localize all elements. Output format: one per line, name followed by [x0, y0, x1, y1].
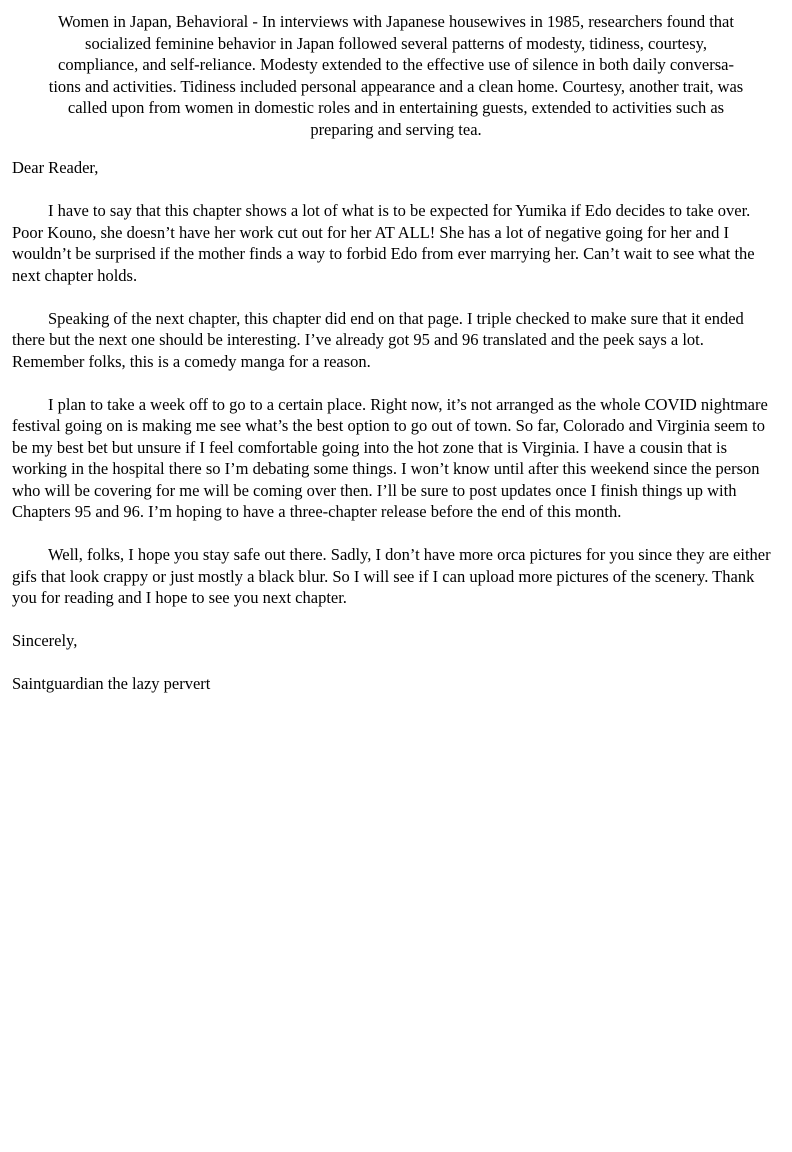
intro-line: socialized feminine behavior in Japan followed several patterns of modesty, tidiness, courtesy,: [85, 33, 707, 53]
body-paragraph-3: I plan to take a week off to go to a certain place. Right now, it’s not arranged as the whole COVID nightmare festival going on is making me see what’s the best option to go out of town. So far, Colorado and Virginia seem to be my best bet but unsure if I feel comfortable going into the hot zone that is Virginia. I have a cousin that is working in the hospital there so I’m debating some things. I won’t know until after this weekend since the person who will be covering for me will be coming over then. I’ll be sure to post updates once I finish things up with Chapters 95 and 96. I’m hoping to have a three-chapter release before the end of this month.: [12, 394, 768, 521]
salutation: Dear Reader,: [12, 158, 99, 177]
intro-line: Women in Japan, Behavioral - In interviews with Japanese housewives in 1985, researchers found that: [58, 12, 734, 31]
intro-paragraph: [12, 11, 780, 140]
body-paragraph-2: Speaking of the next chapter, this chapter did end on that page. I triple checked to make sure that it ended there but the next one should be interesting. I’ve already got 95 and 96 translated and the peek says a lot. Remember folks, this is a comedy manga for a reason.: [12, 308, 744, 371]
intro-line: tions and activities. Tidiness included personal appearance and a clean home. Courtesy, another trait, was: [48, 76, 744, 96]
signature: Saintguardian the lazy pervert: [12, 674, 211, 693]
closing: Sincerely,: [12, 631, 78, 650]
intro-line: preparing and serving tea.: [310, 119, 482, 139]
body-paragraph-4: Well, folks, I hope you stay safe out there. Sadly, I don’t have more orca pictures for you since they are either gifs that look crappy or just mostly a black blur. So I will see if I can upload more pictures of the scenery. Thank you for reading and I hope to see you next chapter.: [12, 545, 771, 607]
body-paragraph-1: I have to say that this chapter shows a lot of what is to be expected for Yumika if Edo decides to take over. Poor Kouno, she doesn’t have her work cut out for her AT ALL! She has a lot of negative going for her and I wouldn’t be surprised if the mother finds a way to forbid Edo from ever marrying her. Can’t wait to see what the next chapter holds.: [12, 201, 755, 285]
intro-line: called upon from women in domestic roles and in entertaining guests, extended to activities such as: [67, 98, 725, 117]
intro-line: compliance, and self-reliance. Modesty extended to the effective use of silence in both daily conversa-: [58, 55, 734, 74]
